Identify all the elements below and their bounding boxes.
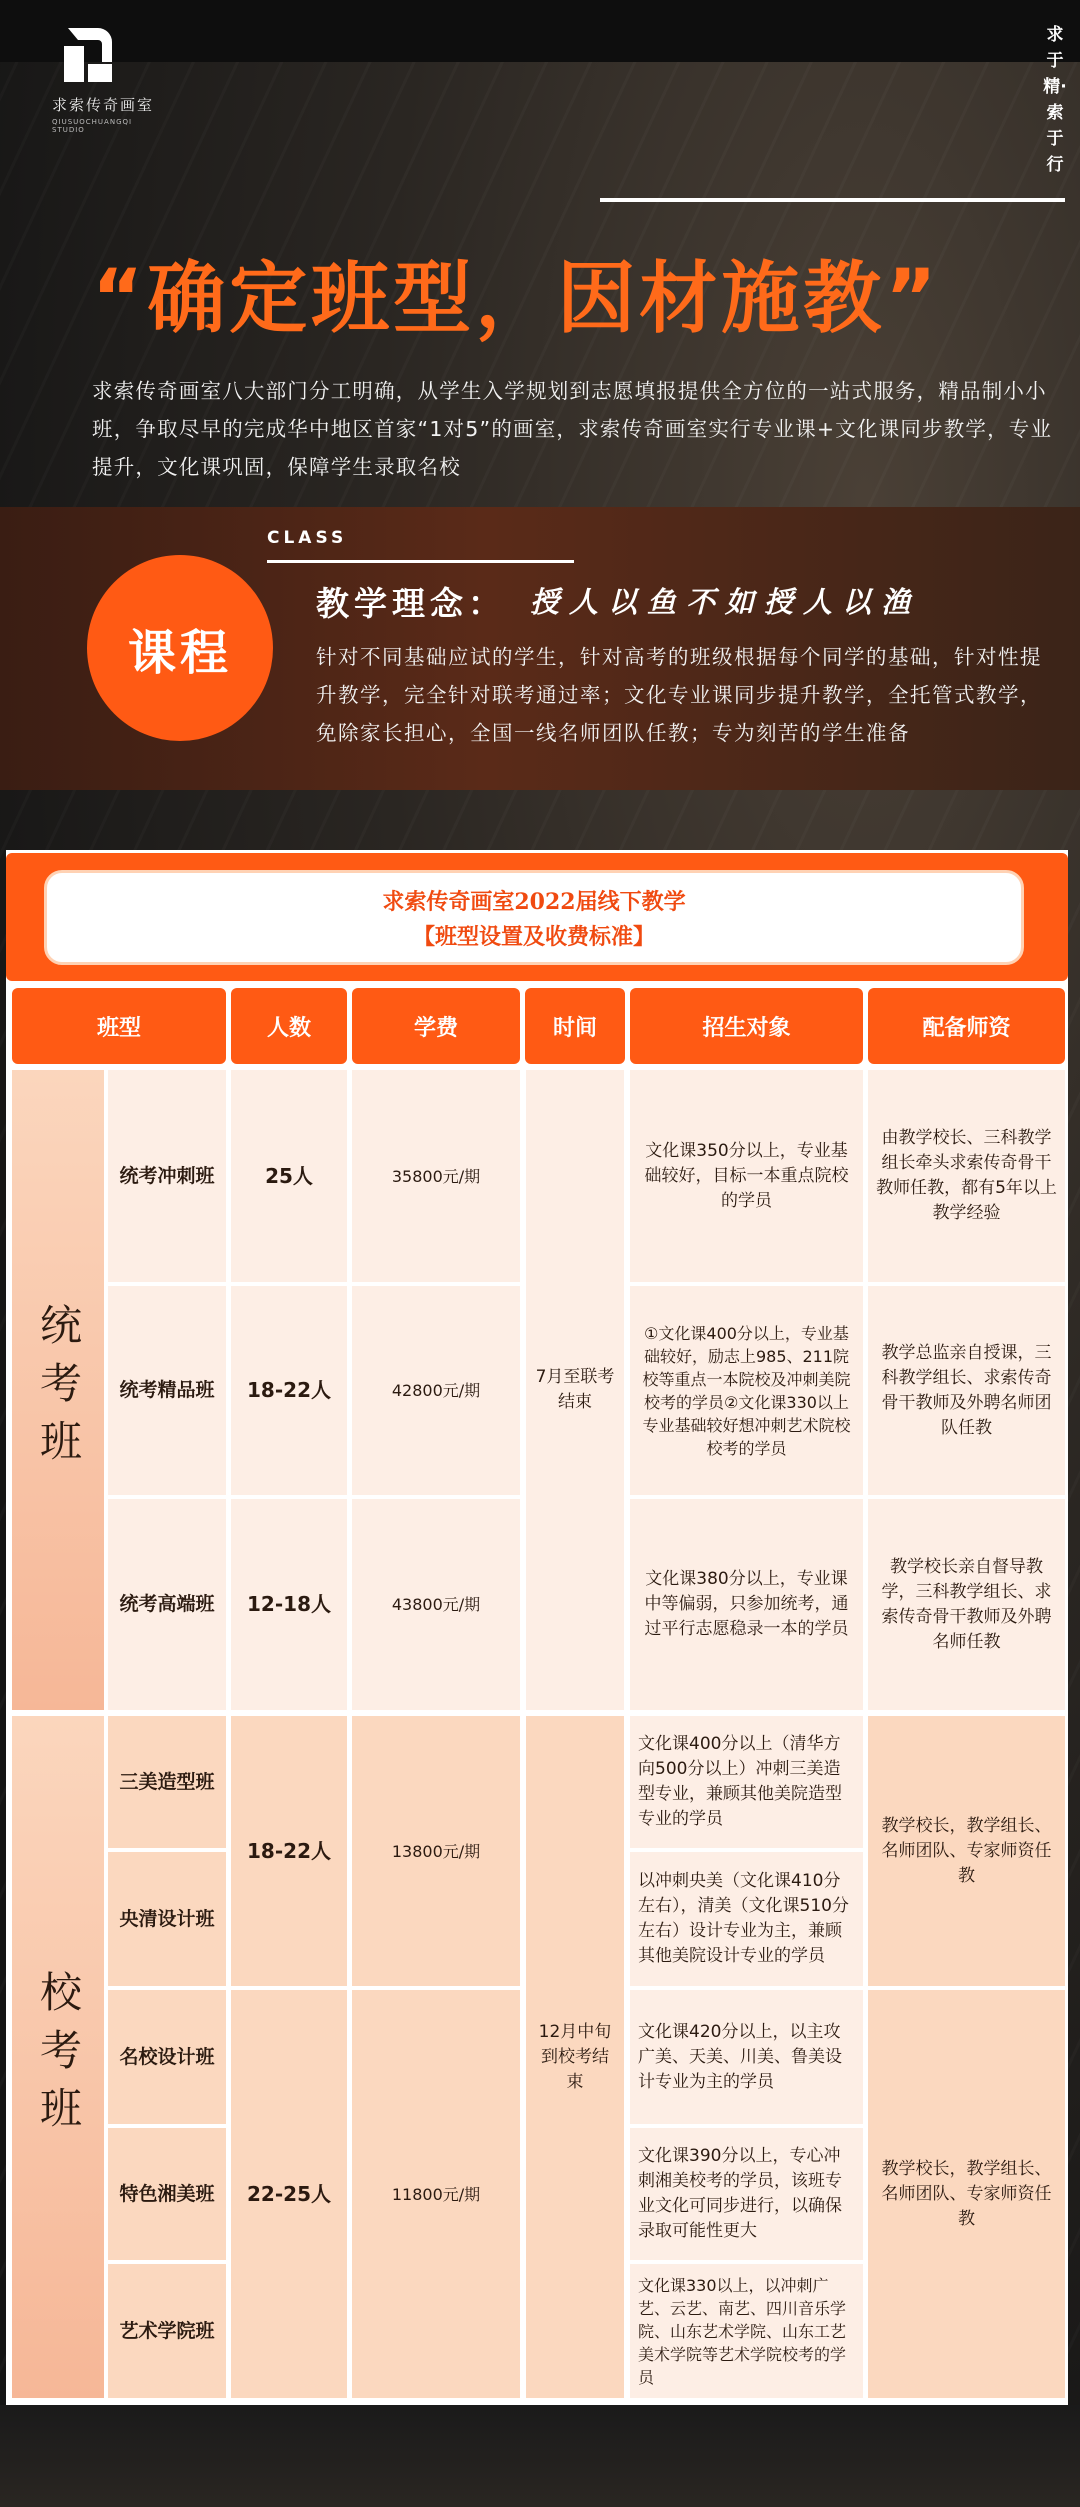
class-count: 22-25人 [231,1990,347,2398]
time-school: 12月中旬到校考结束 [526,1716,624,2398]
class-target: 文化课380分以上，专业课中等偏弱，只参加统考，通过平行志愿稳录一本的学员 [630,1499,863,1710]
philosophy-title: 教学理念： [316,584,506,623]
headline: “确定班型，因材施教” [92,254,941,344]
brand-name-en: QIUSUOCHUANGQI STUDIO [52,118,133,134]
class-teachers: 教学校长，教学组长、名师团队、专家师资任教 [868,1716,1065,1986]
class-target: 文化课420分以上，以主攻广美、天美、川美、鲁美设计专业为主的学员 [630,1990,863,2124]
logo-mark-icon [60,24,118,86]
class-label: CLASS [267,528,348,548]
class-count: 25人 [231,1070,347,1282]
class-divider [267,560,574,563]
top-divider [600,198,1065,202]
philosophy-body: 针对不同基础应试的学生，针对高考的班级根据每个同学的基础，针对性提升教学，完全针对联考通过率；文化专业课同步提升教学，全托管式教学，免除家长担心，全国一线名师团队任教；专为刻苦的学生准备 [316,645,1042,745]
class-name: 统考高端班 [108,1499,226,1710]
group-label-school [12,1716,104,2398]
bottom-background [0,2405,1080,2507]
class-teachers: 由教学校长、三科教学组长牵头求索传奇骨干教师任教，都有5年以上教学经验 [868,1070,1065,1282]
class-teachers: 教学校长亲自督导教学，三科教学组长、求索传奇骨干教师及外聘名师任教 [868,1499,1065,1710]
motto-vertical: 求于精·索于行 [1043,25,1067,175]
class-count: 18-22人 [231,1716,347,1986]
header-fee: 学费 [352,988,520,1064]
philosophy-slogan: 授人以鱼不如授人以渔 [530,585,921,619]
class-target: 文化课330以上，以冲刺广艺、云艺、南艺、四川音乐学院、山东艺术学院、山东工艺美术学院等艺术学院校考的学员 [630,2264,863,2398]
table-title-pill [44,870,1024,965]
time-unified: 7月至联考结束 [526,1070,624,1710]
class-name: 央清设计班 [108,1852,226,1986]
group-label-text: 统考班 [34,1303,83,1477]
top-bar [0,0,1080,62]
brand-name: 求索传奇画室 [52,96,155,114]
class-count: 18-22人 [231,1286,347,1495]
class-fee: 43800元/期 [352,1499,520,1710]
class-fee: 42800元/期 [352,1286,520,1495]
brand-logo [52,24,162,134]
header-teachers: 配备师资 [868,988,1065,1064]
class-target: 以冲刺央美（文化课410分左右），清美（文化课510分左右）设计专业为主，兼顾其他美院设计专业的学员 [630,1852,863,1986]
class-fee: 11800元/期 [352,1990,520,2398]
class-target: 文化课390分以上，专心冲刺湘美校考的学员，该班专业文化可同步进行，以确保录取可能性更大 [630,2128,863,2260]
course-badge: 课程 [87,555,273,741]
class-target: 文化课400分以上（清华方向500分以上）冲刺三美造型专业，兼顾其他美院造型专业的学员 [630,1716,863,1848]
class-fee: 13800元/期 [352,1716,520,1986]
table-title: 求索传奇画室2022届线下教学 [382,888,686,915]
group-label-unified [12,1070,104,1710]
header-time: 时间 [525,988,625,1064]
class-name: 统考精品班 [108,1286,226,1495]
class-name: 特色湘美班 [108,2128,226,2260]
header-count: 人数 [231,988,347,1064]
group-label-text: 校考班 [34,1970,83,2144]
intro-text: 求索传奇画室八大部门分工明确，从学生入学规划到志愿填报提供全方位的一站式服务，精品制小小班，争取尽早的完成华中地区首家“1对5”的画室，求索传奇画室实行专业课+文化课同步教学，专业提升，文化课巩固，保障学生录取名校 [92,379,1053,479]
class-name: 统考冲刺班 [108,1070,226,1282]
class-target: ①文化课400分以上，专业基础较好，励志上985、211院校等重点一本院校及冲刺美院校考的学员②文化课330以上专业基础较好想冲刺艺术院校校考的学员 [630,1286,863,1495]
class-fee: 35800元/期 [352,1070,520,1282]
class-name: 名校设计班 [108,1990,226,2124]
header-class-type: 班型 [12,988,226,1064]
class-teachers: 教学校长，教学组长、名师团队、专家师资任教 [868,1990,1065,2398]
class-count: 12-18人 [231,1499,347,1710]
class-target: 文化课350分以上，专业基础较好，目标一本重点院校的学员 [630,1070,863,1282]
class-name: 三美造型班 [108,1716,226,1848]
class-teachers: 教学总监亲自授课，三科教学组长、求索传奇骨干教师及外聘名师团队任教 [868,1286,1065,1495]
class-name: 艺术学院班 [108,2264,226,2398]
table-subtitle: 【班型设置及收费标准】 [412,923,655,950]
header-target: 招生对象 [630,988,863,1064]
